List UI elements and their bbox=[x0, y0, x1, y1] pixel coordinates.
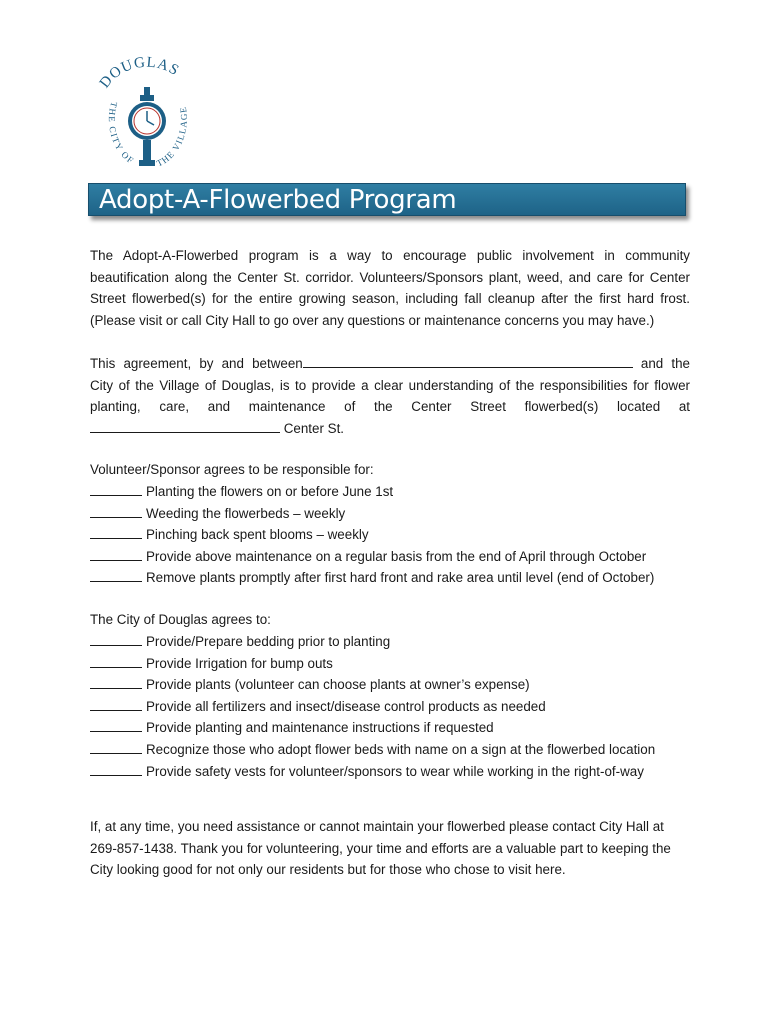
city-of-douglas-logo bbox=[92, 55, 202, 175]
logo-right-text: THE VILLAGE bbox=[154, 105, 189, 169]
list-item: Provide planting and maintenance instructions if requested bbox=[90, 717, 710, 739]
initial-field[interactable] bbox=[90, 482, 142, 496]
initial-field[interactable] bbox=[90, 654, 142, 668]
city-list bbox=[90, 631, 710, 782]
list-item: Provide/Prepare bedding prior to planting bbox=[90, 631, 710, 653]
initial-field[interactable] bbox=[90, 547, 142, 561]
initial-field[interactable] bbox=[90, 504, 142, 518]
intro-paragraph: The Adopt-A-Flowerbed program is a way to encourage public involvement in community beautification along the Center St. corridor. Volunteers/Sponsors plant, weed, and care for Center Street flowerbed(s) for the entire growing season, including fall cleanup after the first hard frost. (Please visit or call City Hall to go over any questions or maintenance concerns you may have.) bbox=[90, 248, 690, 328]
initial-field[interactable] bbox=[90, 740, 142, 754]
city-heading: The City of Douglas agrees to: bbox=[90, 612, 271, 627]
initial-field[interactable] bbox=[90, 718, 142, 732]
initial-field[interactable] bbox=[90, 675, 142, 689]
list-item: Remove plants promptly after first hard front and rake area until level (end of October) bbox=[90, 567, 710, 589]
agreement-text-3: Center St. bbox=[283, 420, 345, 436]
list-item: Provide above maintenance on a regular basis from the end of April through October bbox=[90, 546, 710, 568]
sponsor-name-field[interactable] bbox=[303, 354, 633, 368]
list-item: Provide Irrigation for bump outs bbox=[90, 653, 710, 675]
agreement-text-2: and the City of the Village of Douglas, is to provide a clear understanding of the responsibilities for flower planting, care, and maintenance of the Center Street flowerbed(s) located at bbox=[90, 356, 690, 414]
closing-paragraph: If, at any time, you need assistance or cannot maintain your flowerbed please contact City Hall at 269-857-1438. Thank you for volunteering, your time and efforts are a valuable part to keeping the City looking good for not only our residents but for those who chose to visit here. bbox=[90, 819, 671, 877]
clock-tower-icon bbox=[92, 55, 202, 175]
list-item: Recognize those who adopt flower beds with name on a sign at the flowerbed location bbox=[90, 739, 710, 761]
list-item: Provide plants (volunteer can choose plants at owner’s expense) bbox=[90, 674, 710, 696]
initial-field[interactable] bbox=[90, 525, 142, 539]
list-item: Weeding the flowerbeds – weekly bbox=[90, 503, 710, 525]
list-item: Planting the flowers on or before June 1st bbox=[90, 481, 710, 503]
agreement-paragraph bbox=[90, 353, 690, 439]
list-item: Pinching back spent blooms – weekly bbox=[90, 524, 710, 546]
initial-field[interactable] bbox=[90, 632, 142, 646]
svg-text:DOUGLAS bbox=[97, 55, 182, 91]
initial-field[interactable] bbox=[90, 697, 142, 711]
page-title: Adopt-A-Flowerbed Program bbox=[88, 183, 686, 216]
list-item: Provide all fertilizers and insect/disease control products as needed bbox=[90, 696, 710, 718]
list-item: Provide safety vests for volunteer/sponsors to wear while working in the right-of-way bbox=[90, 761, 710, 783]
initial-field[interactable] bbox=[90, 568, 142, 582]
logo-top-text: DOUGLAS bbox=[96, 55, 183, 92]
location-field[interactable] bbox=[90, 419, 280, 433]
logo-left-text: THE CITY OF bbox=[106, 100, 137, 167]
initial-field[interactable] bbox=[90, 762, 142, 776]
agreement-text-1: This agreement, by and between bbox=[90, 356, 303, 371]
volunteer-list bbox=[90, 481, 710, 589]
volunteer-heading: Volunteer/Sponsor agrees to be responsible for: bbox=[90, 462, 374, 477]
